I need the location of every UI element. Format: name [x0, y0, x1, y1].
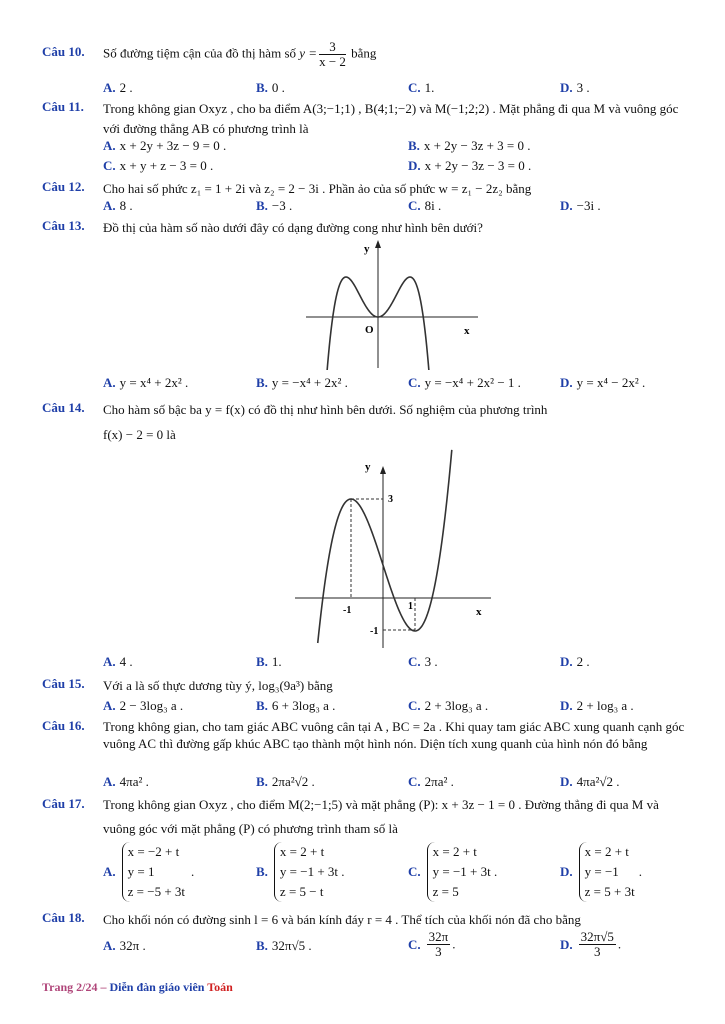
y-axis-label: y — [364, 243, 370, 255]
x-axis-label: x — [476, 606, 482, 618]
fraction: $\frac{3}{x - 2}$ — [319, 39, 346, 69]
question-14-text: Cho hàm số bậc ba y = f(x) có đồ thị như hình bên dưới. Số nghiệm của phương trình — [103, 402, 548, 417]
question-15-text: Với a là số thực dương tùy ý, log₃(9a³) bằng — [103, 678, 333, 693]
cubic-graph — [293, 445, 493, 650]
option-a[interactable]: A. x + 2y + 3z − 9 = 0 . — [103, 138, 227, 153]
subject-name: Toán — [207, 980, 233, 994]
option-c[interactable]: C. x + y + z − 3 = 0 . — [103, 158, 214, 173]
option-c[interactable]: C. 8i . — [408, 198, 442, 213]
option-b[interactable]: B. 2πa²√2 . — [256, 774, 315, 789]
origin-label: O — [365, 324, 374, 336]
option-d[interactable]: D. −3i . — [560, 198, 601, 213]
option-c[interactable]: C. 2 + 3log₃ a . — [408, 698, 489, 713]
label-1: 1 — [408, 601, 413, 612]
option-c[interactable]: C. $\frac{32\pi}{3}$ . — [408, 929, 456, 959]
option-b[interactable]: B. 32π√5 . — [256, 938, 312, 953]
question-17-label: Câu 17. — [42, 796, 85, 811]
option-a[interactable]: A. 4πa² . — [103, 774, 149, 789]
option-a[interactable]: A. 32π . — [103, 938, 146, 953]
option-d[interactable]: D. $\frac{32\pi√5}{3}$ . — [560, 929, 622, 959]
option-a[interactable]: A. y = x⁴ + 2x² . — [103, 375, 189, 390]
question-16-text: Trong không gian, cho tam giác ABC vuông cân tại A , BC = 2a . Khi quay tam giác ABC xung quanh cạnh góc vuông AC thì đường gấp khúc ABC tạo thành một hình nón. Diện tích xung quanh của hình nón đó bằng — [103, 719, 685, 751]
y-axis-arrow-icon — [380, 466, 386, 474]
question-11-text: Trong không gian Oxyz , cho ba điểm A(3;−1;1) , B(4;1;−2) và M(−1;2;2) . Mặt phẳng đi qua M và vuông góc với đường thẳng AB có phương trình là — [103, 101, 679, 136]
option-c[interactable]: C. y = −x⁴ + 2x² − 1 . — [408, 375, 521, 390]
option-b[interactable]: B. x + 2y − 3z + 3 = 0 . — [408, 138, 531, 153]
option-a[interactable]: A. 2 . — [103, 80, 133, 95]
question-12-text: Cho hai số phức z₁ = 1 + 2i và z₂ = 2 − 3i . Phần ảo của số phức w = z₁ − 2z₂ bằng — [103, 181, 532, 196]
question-11-label: Câu 11. — [42, 99, 84, 114]
question-14-label: Câu 14. — [42, 400, 85, 415]
option-d[interactable]: D. 4πa²√2 . — [560, 774, 620, 789]
fraction: $\frac{32\pi}{3}$ — [428, 929, 449, 959]
label-neg1-y: -1 — [370, 626, 379, 637]
cubic-curve — [318, 450, 452, 643]
option-b[interactable]: B. 6 + 3log₃ a . — [256, 698, 336, 713]
question-10-text: Số đường tiệm cận của đồ thị hàm số y = $\frac{3}{x - 2}$ bằng — [103, 39, 377, 69]
question-12-label: Câu 12. — [42, 179, 85, 194]
option-b[interactable]: B. 1. — [256, 654, 282, 669]
label-neg1-x: -1 — [343, 605, 352, 616]
question-15-label: Câu 15. — [42, 676, 85, 691]
question-18-text: Cho khối nón có đường sinh l = 6 và bán kính đáy r = 4 . Thể tích của khối nón đã cho bằng — [103, 912, 581, 927]
option-a[interactable]: A. 4 . — [103, 654, 133, 669]
option-a[interactable]: A. 8 . — [103, 198, 133, 213]
question-17-text: Trong không gian Oxyz , cho điểm M(2;−1;5) và mặt phẳng (P): x + 3z − 1 = 0 . Đường thẳng đi qua M và vuông góc với mặt phẳng (P) có phương trình tham số là — [103, 797, 659, 836]
page-footer: Trang 2/24 – Diễn đàn giáo viên Toán — [42, 980, 233, 994]
question-13-text: Đồ thị của hàm số nào dưới đây có dạng đường cong như hình bên dưới? — [103, 220, 483, 235]
option-a[interactable]: A. 2 − 3log₃ a . — [103, 698, 184, 713]
option-d[interactable]: D. 3 . — [560, 80, 590, 95]
quartic-graph — [300, 238, 485, 370]
option-d[interactable]: D. 2 . — [560, 654, 590, 669]
option-d[interactable]: D. x + 2y − 3z − 3 = 0 . — [408, 158, 532, 173]
question-14-text-2: f(x) − 2 = 0 là — [103, 427, 176, 442]
option-d[interactable]: D. 2 + log₃ a . — [560, 698, 634, 713]
option-a[interactable]: A.x = −2 + t y = 1 z = −5 + 3t. — [103, 842, 194, 902]
x-axis-label: x — [464, 325, 470, 337]
question-16-label: Câu 16. — [42, 718, 85, 733]
option-c[interactable]: C. 3 . — [408, 654, 438, 669]
option-b[interactable]: B.x = 2 + t y = −1 + 3t . z = 5 − t — [256, 842, 345, 902]
equation-system: x = 2 + t y = −1 z = 5 + 3t — [579, 842, 635, 902]
y-axis-arrow-icon — [375, 240, 381, 248]
equation-system: x = 2 + t y = −1 + 3t . z = 5 — [427, 842, 498, 902]
question-18-label: Câu 18. — [42, 910, 85, 925]
option-b[interactable]: B. y = −x⁴ + 2x² . — [256, 375, 348, 390]
equation-system: x = −2 + t y = 1 z = −5 + 3t — [122, 842, 185, 902]
option-c[interactable]: C.x = 2 + t y = −1 + 3t . z = 5 — [408, 842, 497, 902]
option-b[interactable]: B. −3 . — [256, 198, 293, 213]
option-d[interactable]: D. y = x⁴ − 2x² . — [560, 375, 646, 390]
question-10 — [42, 39, 692, 95]
y-axis-label: y — [365, 461, 371, 473]
option-c[interactable]: C. 2πa² . — [408, 774, 454, 789]
fraction: $\frac{32\pi√5}{3}$ — [580, 929, 614, 959]
question-10-label: Câu 10. — [42, 44, 85, 59]
option-c[interactable]: C. 1. — [408, 80, 435, 95]
forum-name: Diễn đàn giáo viên — [109, 980, 208, 994]
option-b[interactable]: B. 0 . — [256, 80, 285, 95]
label-3: 3 — [388, 494, 393, 505]
page-number: Trang 2/24 — [42, 980, 98, 994]
equation-system: x = 2 + t y = −1 + 3t . z = 5 − t — [274, 842, 345, 902]
option-d[interactable]: D.x = 2 + t y = −1 z = 5 + 3t. — [560, 842, 642, 902]
question-13-label: Câu 13. — [42, 218, 85, 233]
